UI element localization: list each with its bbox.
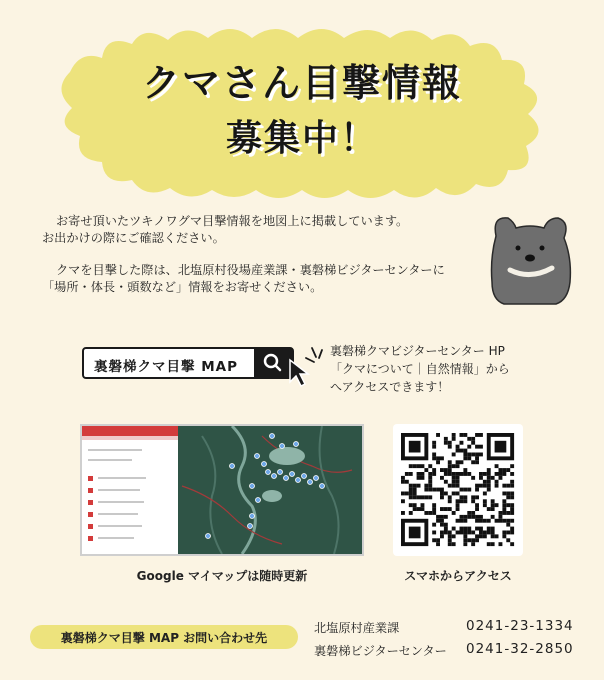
hp-note-line-2: 「クマについて｜自然情報」から: [330, 362, 510, 376]
bear-illustration: [486, 208, 576, 308]
headline-subtitle: 募集中！: [225, 118, 378, 159]
hp-note-line-1: 裏磐梯クマビジターセンター HP: [330, 344, 505, 358]
intro-line-4: 「場所・体長・頭数など」情報をお寄せください。: [42, 280, 323, 294]
contact-phone-2: 0241-32-2850: [466, 641, 574, 657]
contact-heading-pill: [30, 625, 298, 649]
contact-name-1: 北塩原村産業課: [314, 621, 400, 635]
hp-note-line-3: へアクセスできます！: [330, 380, 450, 394]
headline-burst-shape: [40, 14, 560, 204]
intro-line-3: クマを目撃した際は、北塩原村役場産業課・裏磐梯ビジターセンターに: [56, 263, 445, 277]
map-caption: Google マイマップは随時更新: [136, 569, 308, 583]
search-label: 裏磐梯クマ目撃 MAP: [94, 359, 238, 375]
contact-name-2: 裏磐梯ビジターセンター: [314, 644, 447, 658]
map-thumbnail: [82, 426, 362, 554]
sparkle-lines-icon: [302, 344, 326, 368]
contact-heading: 裏磐梯クマ目撃 MAP お問い合わせ先: [60, 631, 268, 645]
contact-phone-1: 0241-23-1334: [466, 618, 574, 634]
headline-title: クマさん目撃情報: [141, 61, 462, 105]
bear-map-search-bar[interactable]: [82, 347, 294, 379]
intro-line-1: お寄せ頂いたツキノワグマ目撃情報を地図上に掲載しています。: [56, 214, 409, 228]
qr-caption: スマホからアクセス: [404, 569, 512, 583]
qr-code[interactable]: [393, 424, 523, 556]
intro-line-2: お出かけの際にご確認ください。: [42, 231, 225, 245]
google-my-map-preview[interactable]: [80, 424, 364, 556]
qr-code-image: [393, 424, 523, 556]
